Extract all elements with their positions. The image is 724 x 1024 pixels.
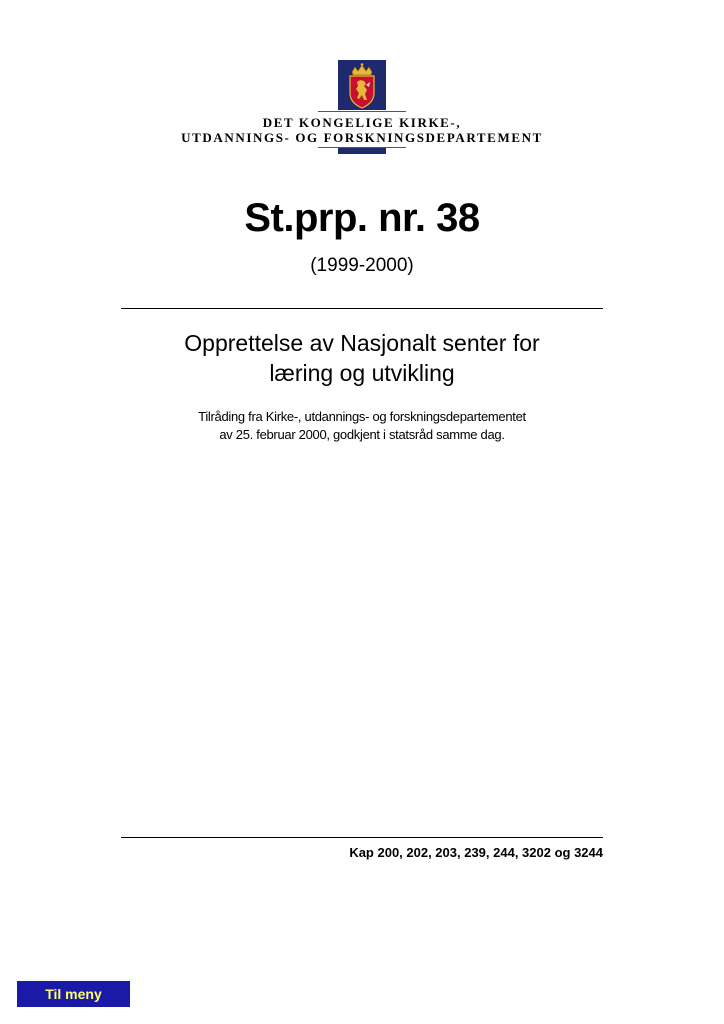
recommendation-text [121, 408, 603, 444]
budget-chapters: Kap 200, 202, 203, 239, 244, 3202 og 3244 [349, 845, 603, 860]
recommendation-line-1: Tilråding fra Kirke-, utdannings- og forskningsdepartementet [198, 409, 526, 424]
department-name-line-2: UTDANNINGS- OG FORSKNINGSDEPARTEMENT [181, 130, 543, 145]
menu-button[interactable]: Til meny [17, 981, 130, 1007]
recommendation-line-2: av 25. februar 2000, godkjent i statsråd samme dag. [219, 427, 505, 442]
subject-line-1: Opprettelse av Nasjonalt senter for [184, 330, 540, 356]
document-title: St.prp. nr. 38 [244, 196, 480, 240]
department-rule-top [318, 111, 406, 112]
divider-top [121, 308, 603, 309]
document-session: (1999-2000) [310, 255, 414, 276]
department-name-line-1: DET KONGELIGE KIRKE-, [262, 115, 462, 130]
subject-line-2: læring og utvikling [269, 360, 455, 386]
divider-bottom [121, 837, 603, 838]
document-subject [121, 328, 603, 388]
department-rule-bottom [318, 147, 406, 148]
